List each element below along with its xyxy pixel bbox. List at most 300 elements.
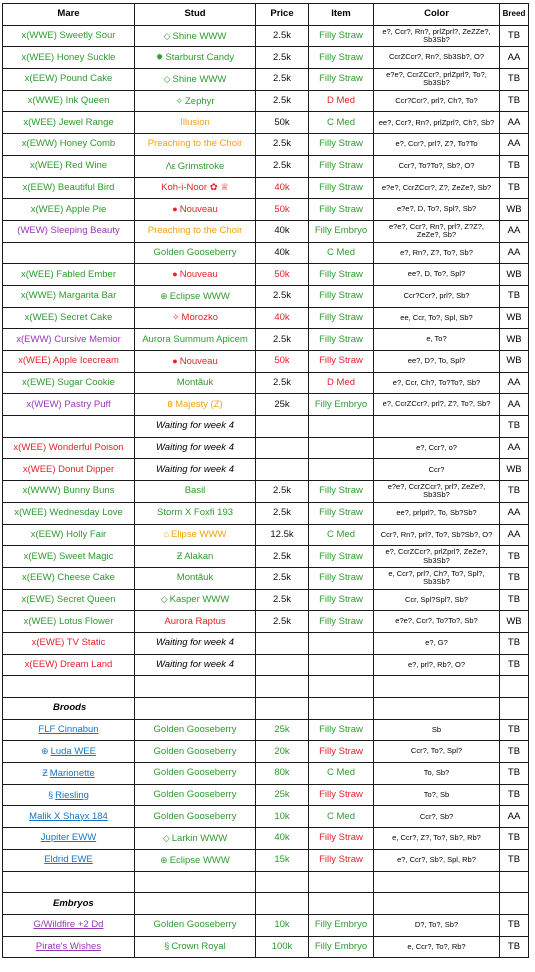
brood-mare-cell[interactable]: [3, 719, 135, 741]
price-cell-text: 40k: [274, 311, 290, 323]
stud-cell: [135, 112, 256, 134]
mare-cell: [3, 546, 135, 568]
item-cell: [309, 177, 374, 199]
brood-mare-link[interactable]: Marionette: [49, 767, 95, 779]
brood-row: [3, 784, 529, 806]
star-icon: ✧: [172, 312, 180, 323]
color-cell-text: Ccr?: [428, 464, 445, 474]
mare-cell: [3, 90, 135, 112]
stud-name: Montãuk: [176, 572, 214, 584]
color-cell: [374, 329, 500, 351]
stud-cell: [135, 828, 256, 850]
stud-name: Shine WWW: [172, 73, 227, 85]
price-cell: [256, 632, 309, 654]
color-cell: [374, 307, 500, 329]
mare-cell-text: x(EEW) Beautiful Bird: [22, 181, 115, 193]
spacer-row: [3, 676, 529, 698]
breed-cell: [500, 567, 529, 589]
stud-name: Starburst Candy: [165, 52, 235, 64]
brood-mare-cell[interactable]: [3, 784, 135, 806]
breed-cell: [500, 416, 529, 438]
breed-cell: [500, 763, 529, 785]
mare-cell: [3, 25, 135, 47]
brood-row: [3, 719, 529, 741]
stud-name: Golden Gooseberry: [153, 724, 237, 736]
color-cell-text: Ccr?Ccr?, prl?, Ch?, To?: [395, 95, 478, 105]
price-cell: [256, 134, 309, 156]
item-cell: [309, 112, 374, 134]
price-cell-text: 2.5k: [273, 30, 291, 42]
price-cell-text: 2.5k: [273, 333, 291, 345]
color-cell-text: Ccr?Ccr?, prl?, Sb?: [403, 291, 470, 301]
price-cell-text: 40k: [274, 246, 290, 258]
price-cell: [256, 546, 309, 568]
mare-cell-text: x(EEW) Holly Fair: [30, 528, 107, 540]
stud-name: Alakan: [184, 551, 214, 563]
table-row: [3, 25, 529, 47]
price-cell-text: 50k: [274, 203, 290, 215]
empty-cell: [500, 676, 529, 698]
compass-icon: ⊕: [41, 746, 49, 757]
brood-mare-link[interactable]: Luda WEE: [50, 746, 96, 758]
price-cell-text: 20k: [274, 745, 290, 757]
color-cell-text: e, Ccr?, Z?, To?, Sb?, Rb?: [392, 833, 481, 843]
color-cell-text: ee, Ccr, To?, Spl, Sb?: [400, 312, 473, 322]
color-cell-text: e?, Ccr?, Rn?, prlZprl?, ZeZZe?, Sb3Sb?: [382, 26, 491, 45]
price-cell-text: 25k: [274, 398, 290, 410]
price-cell: [256, 69, 309, 91]
mare-cell-text: x(EEW) Cheese Cake: [22, 572, 115, 584]
item-cell: [309, 69, 374, 91]
price-cell: [256, 849, 309, 871]
item-cell-text: Filly Straw: [319, 160, 363, 172]
breed-cell: [500, 47, 529, 69]
stud-name: Preaching to the Choir: [147, 225, 243, 237]
diamond-icon: ◇: [163, 30, 171, 41]
price-cell: [256, 199, 309, 221]
breed-cell-text: AA: [507, 246, 521, 258]
mare-cell-text: x(WWW) Bunny Buns: [22, 485, 115, 497]
stud-cell: [135, 589, 256, 611]
item-cell: [309, 437, 374, 459]
item-cell-text: D Med: [327, 95, 355, 107]
color-cell: [374, 481, 500, 503]
stud-cell: [135, 437, 256, 459]
breed-cell: [500, 632, 529, 654]
price-cell-text: 2.5k: [273, 485, 291, 497]
item-cell-text: Filly Straw: [319, 51, 363, 63]
item-cell: [309, 307, 374, 329]
breed-cell-text: AA: [507, 810, 521, 822]
table-row: [3, 285, 529, 307]
item-cell: [309, 502, 374, 524]
color-cell-text: ee?, D, To?, Spl?: [407, 269, 466, 279]
color-cell: [374, 351, 500, 373]
price-cell: [256, 394, 309, 416]
mare-cell-text: x(WEE) Donut Dipper: [22, 463, 115, 475]
breed-cell-text: WB: [506, 463, 522, 475]
breed-cell-text: AA: [507, 398, 521, 410]
breed-cell: [500, 90, 529, 112]
stud-name: Elipse WWW: [171, 529, 227, 541]
z-icon: Ƶ: [176, 551, 183, 562]
header-item: Item: [309, 4, 374, 26]
mare-cell-text: x(EWE) Secret Queen: [21, 593, 116, 605]
color-cell-text: ee?, prlprl?, To, Sb?Sb?: [396, 507, 477, 517]
price-cell-text: 25k: [274, 724, 290, 736]
stud-cell: [135, 242, 256, 264]
mare-cell: [3, 589, 135, 611]
price-cell: [256, 307, 309, 329]
sparkle-icon: ✹: [155, 52, 164, 63]
color-cell: [374, 914, 500, 936]
breed-cell-text: WB: [506, 355, 522, 367]
price-cell: [256, 416, 309, 438]
color-cell: [374, 719, 500, 741]
breed-cell: [500, 806, 529, 828]
brood-mare-link[interactable]: Malik X Shayx 184: [29, 810, 108, 822]
item-cell-text: Filly Straw: [319, 73, 363, 85]
header-breed: Breed: [500, 4, 529, 26]
color-cell: [374, 155, 500, 177]
stud-cell: [135, 719, 256, 741]
item-cell-text: Filly Straw: [319, 311, 363, 323]
stud-name: Montãuk: [176, 377, 214, 389]
table-row: [3, 90, 529, 112]
item-cell: [309, 784, 374, 806]
item-cell: [309, 242, 374, 264]
item-cell: [309, 741, 374, 763]
breed-cell-text: TB: [507, 572, 521, 584]
color-cell: [374, 394, 500, 416]
breed-cell: [500, 394, 529, 416]
price-cell: [256, 47, 309, 69]
compass-icon: ⊕: [160, 854, 168, 865]
mare-cell-text: x(WWE) Ink Queen: [27, 95, 110, 107]
mare-cell: [3, 372, 135, 394]
price-cell-text: 10k: [274, 810, 290, 822]
breed-cell: [500, 546, 529, 568]
breed-cell: [500, 242, 529, 264]
color-cell: [374, 828, 500, 850]
item-cell-text: Filly Straw: [319, 745, 363, 757]
breed-cell-text: TB: [507, 485, 521, 497]
item-cell: [309, 589, 374, 611]
empty-cell: [309, 676, 374, 698]
table-row: [3, 351, 529, 373]
brood-mare-link[interactable]: Jupiter EWW: [40, 832, 97, 844]
stud-cell: [135, 155, 256, 177]
table-row: [3, 47, 529, 69]
stud-cell: [135, 69, 256, 91]
mare-cell: [3, 264, 135, 286]
mare-cell: [3, 220, 135, 242]
brood-mare-cell[interactable]: [3, 763, 135, 785]
section-label: [3, 698, 135, 720]
brood-mare-link[interactable]: Eldrid EWE: [44, 854, 93, 866]
empty-cell: [374, 676, 500, 698]
color-cell-text: CcrZCcr?, Rn?, Sb3Sb?, O?: [388, 52, 485, 62]
mare-cell-text: x(WEE) Wonderful Poison: [13, 442, 124, 454]
empty-cell: [135, 893, 256, 915]
price-cell: [256, 524, 309, 546]
item-cell-text: Filly Straw: [319, 550, 363, 562]
item-cell: [309, 47, 374, 69]
mare-cell: [3, 524, 135, 546]
breed-cell: [500, 220, 529, 242]
mare-cell-text: x(EEW) Pound Cake: [24, 73, 113, 85]
item-cell: [309, 351, 374, 373]
breed-cell-text: AA: [507, 51, 521, 63]
stud-cell: [135, 25, 256, 47]
table-row: [3, 199, 529, 221]
stud-name: Grimstroke: [177, 160, 225, 172]
item-cell: [309, 719, 374, 741]
empty-cell: [374, 698, 500, 720]
color-cell: [374, 784, 500, 806]
color-cell: [374, 220, 500, 242]
item-cell: [309, 220, 374, 242]
stud-name: Golden Gooseberry: [153, 810, 237, 822]
stud-cell: [135, 914, 256, 936]
mare-cell-text: x(WWE) Sweetly Sour: [21, 30, 116, 42]
price-cell: [256, 329, 309, 351]
price-cell: [256, 611, 309, 633]
color-cell: [374, 437, 500, 459]
table-row: [3, 654, 529, 676]
item-cell: [309, 936, 374, 958]
price-cell-text: 50k: [274, 268, 290, 280]
color-cell: [374, 134, 500, 156]
mare-cell: [3, 654, 135, 676]
stud-cell: [135, 47, 256, 69]
stud-name: Nouveau: [179, 355, 218, 367]
color-cell-text: ee?, D?, To, Spl?: [407, 356, 466, 366]
color-cell-text: Ccr?, To?To?, Sb?, O?: [398, 160, 475, 170]
stud-cell: [135, 177, 256, 199]
header-mare: Mare: [3, 4, 135, 26]
price-cell: [256, 437, 309, 459]
breed-cell-text: TB: [507, 637, 521, 649]
price-cell-text: 40k: [274, 181, 290, 193]
price-cell-text: 100k: [271, 940, 293, 952]
breed-cell: [500, 524, 529, 546]
brood-row: [3, 806, 529, 828]
embryo-mare-link[interactable]: G/Wildfire +2 Dd: [33, 919, 104, 931]
stud-name: Golden Gooseberry: [153, 789, 237, 801]
price-cell-text: 25k: [274, 789, 290, 801]
color-cell-text: e?, Ccr, Ch?, To?To?, Sb?: [392, 377, 481, 387]
embryo-row: [3, 914, 529, 936]
breed-cell: [500, 914, 529, 936]
stud-cell: [135, 481, 256, 503]
breed-cell-text: TB: [507, 854, 521, 866]
stud-name: Eclipse WWW: [169, 290, 230, 302]
table-row: [3, 264, 529, 286]
mare-cell: [3, 199, 135, 221]
stud-cell: [135, 632, 256, 654]
stud-name: Waiting for week 4: [156, 658, 234, 670]
item-cell: [309, 264, 374, 286]
stud-name: Nouveau: [179, 204, 218, 216]
color-cell-text: To?, Sb: [423, 789, 450, 799]
embryo-mare-cell[interactable]: [3, 914, 135, 936]
item-cell: [309, 632, 374, 654]
price-cell-text: 2.5k: [273, 572, 291, 584]
color-cell: [374, 264, 500, 286]
item-cell: [309, 155, 374, 177]
item-cell-text: Filly Straw: [319, 268, 363, 280]
stud-cell: [135, 351, 256, 373]
header-stud: Stud: [135, 4, 256, 26]
color-cell-text: Ccr?, Rn?, prl?, To?, Sb?Sb?, O?: [380, 529, 493, 539]
price-cell: [256, 784, 309, 806]
color-cell: [374, 567, 500, 589]
section-label-text: Broods: [53, 702, 87, 714]
mare-cell: [3, 437, 135, 459]
mare-cell: [3, 177, 135, 199]
table-body: [3, 25, 529, 958]
price-cell-text: 2.5k: [273, 377, 291, 389]
color-cell-text: e?, CcrZCcr?, prlZprl?, ZeZe?, Sb3Sb?: [385, 547, 488, 565]
embryo-row: [3, 936, 529, 958]
item-cell-text: Filly Straw: [319, 854, 363, 866]
mare-cell: [3, 459, 135, 481]
breed-cell: [500, 437, 529, 459]
empty-cell: [135, 698, 256, 720]
mare-cell-text: x(WEE) Apple Pie: [30, 203, 107, 215]
brood-mare-cell[interactable]: [3, 806, 135, 828]
mare-cell-text: x(WWE) Margarita Bar: [20, 290, 117, 302]
item-cell: [309, 285, 374, 307]
breed-cell-text: TB: [507, 658, 521, 670]
embryo-mare-cell[interactable]: [3, 936, 135, 958]
stud-name: Kasper WWW: [169, 594, 230, 606]
item-cell-text: Filly Straw: [319, 333, 363, 345]
breed-cell-text: WB: [506, 203, 522, 215]
color-cell: [374, 546, 500, 568]
table-row: [3, 177, 529, 199]
color-cell: [374, 112, 500, 134]
mare-cell: [3, 47, 135, 69]
price-cell: [256, 285, 309, 307]
section-row: [3, 893, 529, 915]
brood-mare-cell[interactable]: [3, 741, 135, 763]
breed-cell: [500, 351, 529, 373]
color-cell: [374, 416, 500, 438]
item-cell: [309, 329, 374, 351]
item-cell: [309, 134, 374, 156]
stud-cell: [135, 524, 256, 546]
item-cell-text: C Med: [327, 767, 355, 779]
breed-cell-text: TB: [507, 919, 521, 931]
breed-cell-text: AA: [507, 225, 521, 237]
mare-cell-text: x(WEW) Pastry Puff: [26, 398, 111, 410]
price-cell-text: 40k: [274, 225, 290, 237]
stud-name: Golden Gooseberry: [153, 745, 237, 757]
stud-cell: [135, 394, 256, 416]
brood-mare-link[interactable]: FLF Cinnabun: [38, 724, 99, 736]
price-cell-text: 2.5k: [273, 95, 291, 107]
stud-name: Storm X Foxfi 193: [156, 507, 234, 519]
color-cell-text: e, Ccr?, prl?, Ch?, To?, Spl?, Sb3Sb?: [388, 568, 485, 587]
table-row: [3, 502, 529, 524]
brood-mare-link[interactable]: Riesling: [55, 789, 89, 801]
breed-cell: [500, 719, 529, 741]
header-row: [3, 4, 529, 26]
color-cell-text: To, Sb?: [423, 768, 450, 778]
stud-name: Golden Gooseberry: [153, 246, 237, 258]
table-row: [3, 155, 529, 177]
breed-cell-text: TB: [507, 724, 521, 736]
empty-cell: [3, 871, 135, 893]
color-cell-text: e, Ccr?, To?, Rb?: [407, 941, 466, 951]
ac-icon: Λε: [165, 160, 176, 171]
mare-cell-text: x(WEE) Lotus Flower: [23, 615, 114, 627]
stud-cell: [135, 741, 256, 763]
brood-row: [3, 763, 529, 785]
breed-cell: [500, 199, 529, 221]
b-icon: ฿: [167, 399, 174, 410]
item-cell-text: Filly Embryo: [314, 398, 368, 410]
mare-cell: [3, 394, 135, 416]
breed-cell-text: TB: [507, 420, 521, 432]
breed-cell: [500, 849, 529, 871]
price-cell-text: 50k: [274, 355, 290, 367]
table-row: [3, 134, 529, 156]
price-cell: [256, 589, 309, 611]
item-cell-text: Filly Straw: [319, 615, 363, 627]
diamond-icon: ◇: [162, 832, 170, 843]
color-cell: [374, 611, 500, 633]
stud-cell: [135, 502, 256, 524]
price-cell: [256, 372, 309, 394]
diamond-icon: ◇: [163, 73, 171, 84]
embryo-mare-link[interactable]: Pirate's Wishes: [35, 940, 102, 952]
stud-cell: [135, 90, 256, 112]
brood-mare-cell[interactable]: [3, 849, 135, 871]
item-cell-text: Filly Straw: [319, 138, 363, 150]
item-cell-text: Filly Straw: [319, 572, 363, 584]
breed-cell-text: TB: [507, 832, 521, 844]
price-cell: [256, 741, 309, 763]
color-cell: [374, 47, 500, 69]
stud-name: Golden Gooseberry: [153, 767, 237, 779]
brood-mare-cell[interactable]: [3, 828, 135, 850]
color-cell-text: e?e?, CcrZCcr?, Z?, ZeZe?, Sb?: [381, 182, 492, 192]
breed-cell: [500, 741, 529, 763]
stud-name: Koh-i-Noor ✿ ♕: [161, 181, 229, 193]
breed-cell: [500, 611, 529, 633]
table-row: [3, 632, 529, 654]
color-cell-text: e?e?, D, To?, Spl?, Sb?: [396, 204, 477, 214]
breeding-table: [2, 3, 529, 958]
item-cell-text: Filly Straw: [319, 290, 363, 302]
breed-cell: [500, 502, 529, 524]
empty-cell: [500, 698, 529, 720]
item-cell: [309, 546, 374, 568]
breed-cell: [500, 372, 529, 394]
empty-cell: [3, 676, 135, 698]
item-cell-text: Filly Embryo: [314, 919, 368, 931]
empty-cell: [374, 871, 500, 893]
empty-cell: [256, 676, 309, 698]
mare-cell-text: (WEW) Sleeping Beauty: [17, 225, 120, 237]
mare-cell: [3, 567, 135, 589]
empty-cell: [256, 871, 309, 893]
table-row: [3, 481, 529, 503]
breed-cell-text: AA: [507, 138, 521, 150]
